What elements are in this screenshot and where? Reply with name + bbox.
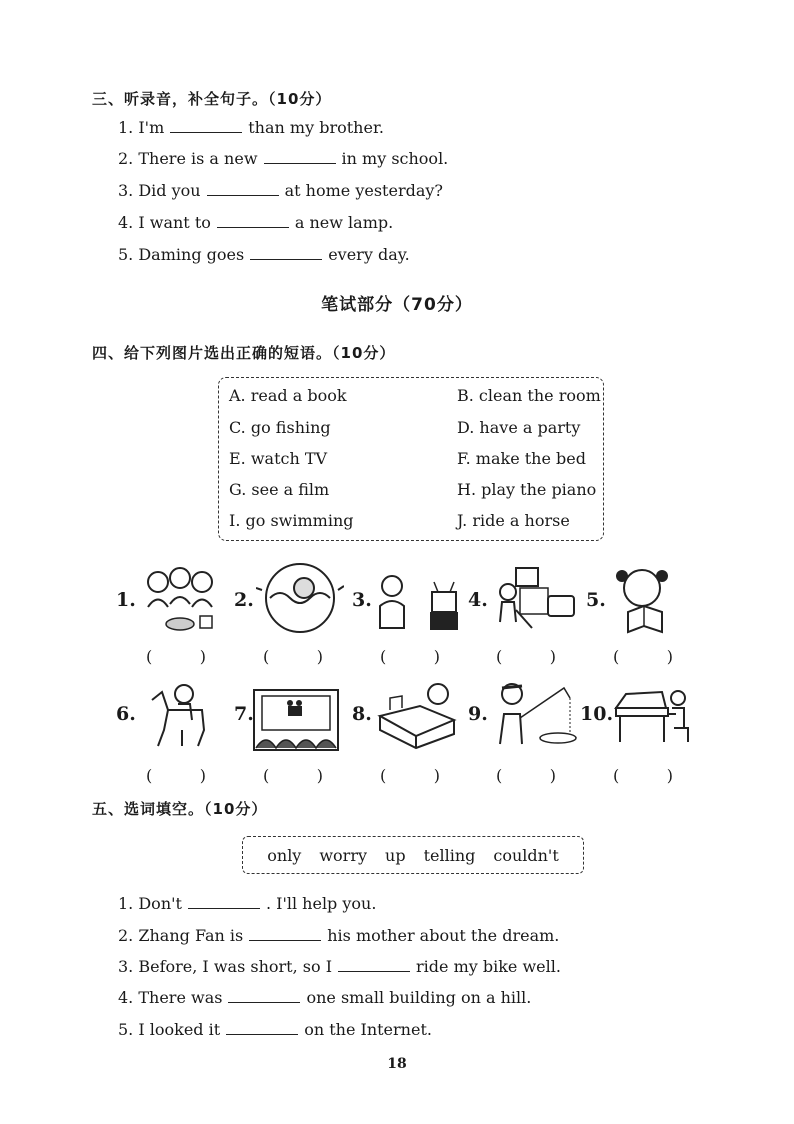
fill-sentence-5: 5. I looked it on the Internet. (118, 1020, 432, 1039)
section3-heading: 三、听录音，补全句子。（10分） (92, 90, 332, 108)
picture-number-4: 4. (468, 589, 488, 611)
ride-horse-picture-icon (142, 680, 214, 748)
answer-blank[interactable] (170, 118, 242, 133)
listening-sentence-2: 2. There is a new in my school. (118, 149, 449, 168)
fill-sentence-1: 1. Don't . I'll help you. (118, 894, 377, 913)
fill-sentence-4: 4. There was one small building on a hill. (118, 988, 532, 1007)
answer-blank[interactable] (226, 1020, 298, 1035)
option-c: C. go fishing (229, 418, 331, 437)
picture-number-2: 2. (234, 589, 254, 611)
answer-parentheses-8[interactable]: ( ) (380, 766, 440, 785)
make-bed-picture-icon (376, 680, 458, 750)
word-bank-item: worry (319, 845, 368, 865)
picture-number-3: 3. (352, 589, 372, 611)
word-bank-item: only (267, 845, 302, 865)
party-picture-icon (140, 562, 222, 636)
written-part-title: 笔试部分（70分） (321, 295, 473, 315)
answer-parentheses-1[interactable]: ( ) (146, 647, 206, 666)
answer-parentheses-2[interactable]: ( ) (263, 647, 323, 666)
picture-number-6: 6. (116, 703, 136, 725)
listening-sentence-4: 4. I want to a new lamp. (118, 213, 394, 232)
listening-sentence-5: 5. Daming goes every day. (118, 245, 410, 264)
answer-parentheses-7[interactable]: ( ) (263, 766, 323, 785)
answer-parentheses-4[interactable]: ( ) (496, 647, 556, 666)
option-d: D. have a party (457, 418, 581, 437)
phrase-options-box (218, 377, 604, 541)
watch-tv-picture-icon (374, 570, 466, 634)
answer-blank[interactable] (250, 245, 322, 260)
answer-blank[interactable] (188, 894, 260, 909)
answer-blank[interactable] (264, 149, 336, 164)
answer-blank[interactable] (228, 988, 300, 1003)
answer-parentheses-6[interactable]: ( ) (146, 766, 206, 785)
word-bank-item: up (385, 845, 406, 865)
picture-number-9: 9. (468, 703, 488, 725)
go-fishing-picture-icon (492, 678, 580, 750)
answer-parentheses-3[interactable]: ( ) (380, 647, 440, 666)
answer-blank[interactable] (217, 213, 289, 228)
word-bank-item: couldn't (493, 845, 559, 865)
section4-heading: 四、给下列图片选出正确的短语。（10分） (92, 344, 396, 362)
see-film-picture-icon (252, 688, 340, 752)
fill-sentence-2: 2. Zhang Fan is his mother about the dream. (118, 926, 560, 945)
answer-parentheses-5[interactable]: ( ) (613, 647, 673, 666)
picture-number-10: 10. (580, 703, 614, 725)
swimming-picture-icon (256, 558, 344, 636)
word-bank-item: telling (423, 845, 476, 865)
picture-number-5: 5. (586, 589, 606, 611)
word-bank-box (242, 836, 584, 874)
page-number: 18 (387, 1056, 407, 1072)
option-i: I. go swimming (229, 511, 354, 530)
option-f: F. make the bed (457, 449, 586, 468)
listening-sentence-1: 1. I'm than my brother. (118, 118, 384, 137)
answer-blank[interactable] (207, 181, 279, 196)
picture-number-8: 8. (352, 703, 372, 725)
answer-parentheses-10[interactable]: ( ) (613, 766, 673, 785)
option-j: J. ride a horse (457, 511, 570, 530)
answer-blank[interactable] (338, 957, 410, 972)
picture-number-7: 7. (234, 703, 254, 725)
option-e: E. watch TV (229, 449, 328, 468)
option-b: B. clean the room (457, 386, 601, 405)
clean-room-picture-icon (492, 562, 578, 634)
answer-parentheses-9[interactable]: ( ) (496, 766, 556, 785)
fill-sentence-3: 3. Before, I was short, so I ride my bike well. (118, 957, 561, 976)
read-book-picture-icon (608, 560, 684, 636)
section5-heading: 五、选词填空。（10分） (92, 800, 268, 818)
answer-blank[interactable] (249, 926, 321, 941)
picture-number-1: 1. (116, 589, 136, 611)
option-g: G. see a film (229, 480, 330, 499)
option-a: A. read a book (229, 386, 347, 405)
play-piano-picture-icon (612, 684, 692, 746)
listening-sentence-3: 3. Did you at home yesterday? (118, 181, 443, 200)
option-h: H. play the piano (457, 480, 597, 499)
